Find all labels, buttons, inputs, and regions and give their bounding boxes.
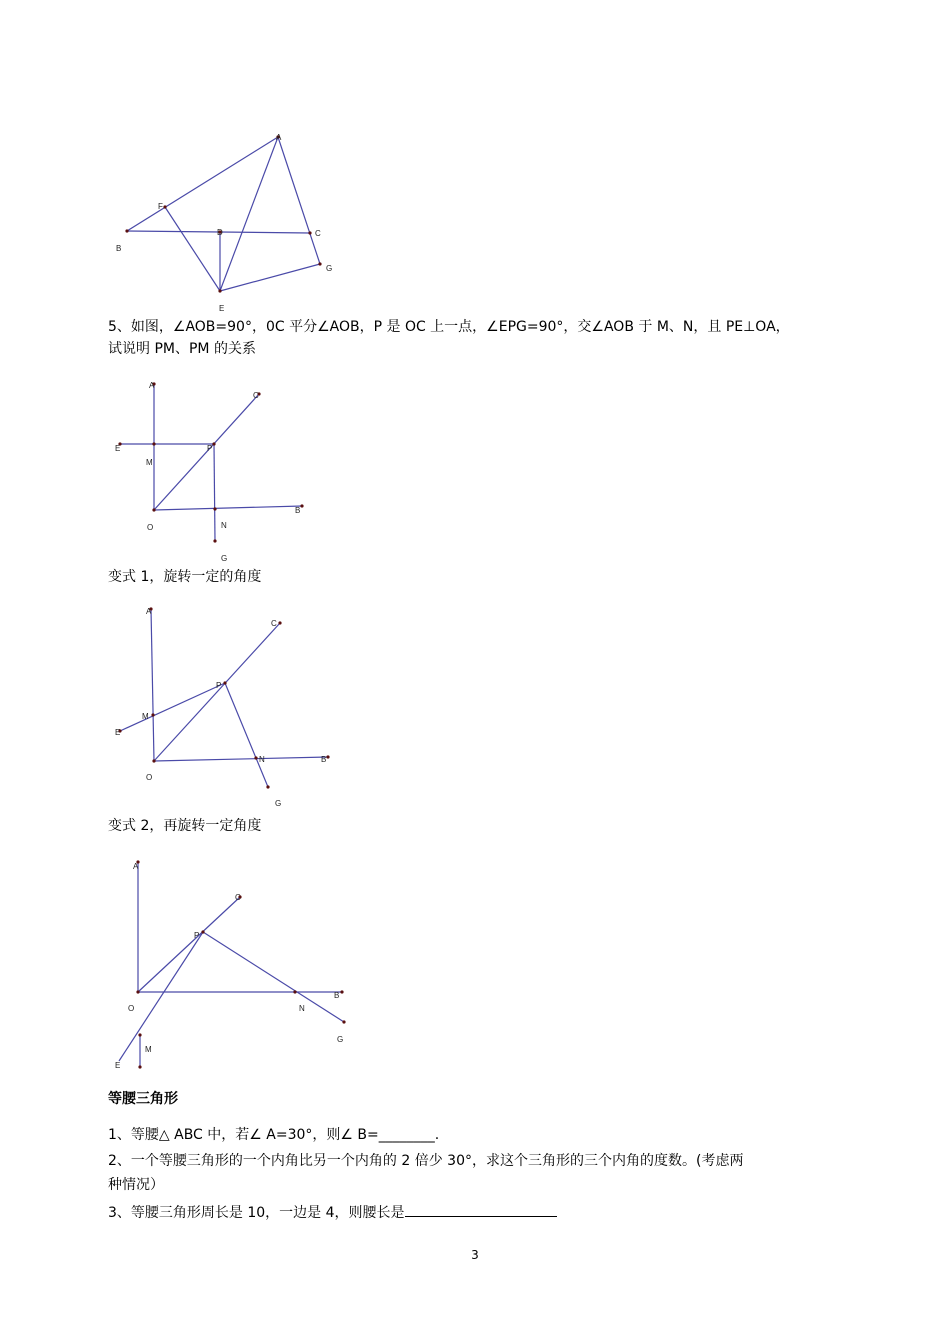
page-number: 3 xyxy=(471,1248,479,1262)
problem-5-line-1: 5、如图，∠AOB=90°，0C 平分∠AOB，P 是 OC 上一点，∠EPG=90°，交∠AOB 于 M、N，且 PE⊥OA， xyxy=(108,319,790,335)
variant-1-caption: 变式 1，旋转一定的角度 xyxy=(108,569,262,585)
label-E: E xyxy=(219,304,225,313)
label-G: G xyxy=(326,264,333,273)
label-M: M xyxy=(142,712,149,721)
label-O: O xyxy=(128,1004,135,1013)
question-1: 1、等腰△ ABC 中，若∠ A=30°，则∠ B=________. xyxy=(108,1127,440,1143)
label-B: B xyxy=(295,506,301,515)
label-E: E xyxy=(115,1061,121,1070)
label-P: P xyxy=(207,444,213,453)
problem-5-line-2: 试说明 PM、PM 的关系 xyxy=(108,341,256,357)
label-G: G xyxy=(337,1035,344,1044)
label-P: P xyxy=(194,931,200,940)
label-A: A xyxy=(133,862,139,871)
label-A: A xyxy=(149,381,155,390)
label-B: B xyxy=(116,244,122,253)
label-M: M xyxy=(146,458,153,467)
label-B: B xyxy=(334,991,340,1000)
label-A: A xyxy=(276,133,282,142)
label-N: N xyxy=(221,521,227,530)
label-O: O xyxy=(146,773,153,782)
label-E: E xyxy=(115,444,121,453)
label-C: C xyxy=(235,893,241,902)
label-O: O xyxy=(147,523,154,532)
label-F: F xyxy=(158,202,163,211)
question-2-line-2: 种情况） xyxy=(108,1177,164,1193)
label-N: N xyxy=(259,755,265,764)
question-3 xyxy=(108,1200,557,1224)
label-D: D xyxy=(217,228,223,237)
question-2-line-1: 2、一个等腰三角形的一个内角比另一个内角的 2 倍少 30°，求这个三角形的三个内角的度数。(考虑两 xyxy=(108,1153,744,1169)
answer-blank xyxy=(405,1200,557,1217)
label-A: A xyxy=(146,607,152,616)
label-N: N xyxy=(299,1004,305,1013)
variant-2-caption: 变式 2，再旋转一定角度 xyxy=(108,818,262,834)
label-G: G xyxy=(221,554,228,563)
label-B: B xyxy=(321,755,327,764)
label-G: G xyxy=(275,799,282,808)
label-C: C xyxy=(253,391,259,400)
label-E: E xyxy=(115,728,121,737)
label-C: C xyxy=(271,619,277,628)
label-C: C xyxy=(315,229,321,238)
label-M: M xyxy=(145,1045,152,1054)
section-title: 等腰三角形 xyxy=(108,1091,178,1107)
question-3-text: 3、等腰三角形周长是 10，一边是 4，则腰长是 xyxy=(108,1205,405,1221)
label-P: P xyxy=(216,681,222,690)
